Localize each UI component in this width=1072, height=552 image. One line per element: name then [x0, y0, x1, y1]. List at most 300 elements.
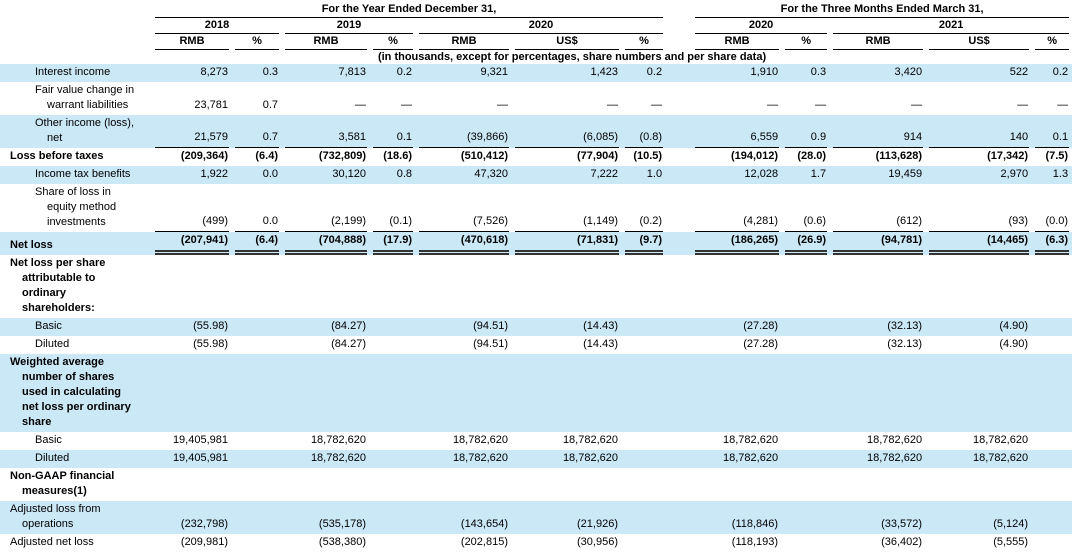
column-gap — [666, 34, 692, 50]
value-cell — [782, 64, 830, 82]
value-cell — [152, 82, 232, 115]
header-spacer — [0, 34, 152, 50]
value-cell — [416, 232, 512, 255]
value-cell — [232, 501, 282, 534]
value-cell — [782, 255, 830, 318]
value-cell — [622, 255, 666, 318]
value-cell — [926, 82, 1032, 115]
value-cell — [512, 450, 622, 468]
cell-value: (32.13) — [887, 320, 923, 332]
cell-value: 12,028 — [744, 168, 779, 180]
value-cell — [512, 82, 622, 115]
value-cell — [782, 468, 830, 501]
cell-value: (499) — [155, 213, 229, 232]
cell-value: — — [497, 99, 508, 111]
table-row — [0, 318, 1072, 336]
row-label-line: Loss before taxes — [10, 150, 104, 162]
row-label-line: used in calculating — [22, 386, 122, 398]
value-cell — [692, 354, 782, 432]
value-cell — [622, 432, 666, 450]
value-cell — [622, 450, 666, 468]
value-cell — [282, 115, 370, 148]
value-cell — [152, 255, 232, 318]
value-cell — [416, 468, 512, 501]
cell-value: 9,321 — [480, 66, 508, 78]
value-cell — [370, 432, 416, 450]
value-cell — [232, 148, 282, 166]
cell-value: (207,941) — [155, 232, 229, 255]
cell-value: 0.2 — [396, 66, 412, 78]
value-cell — [830, 468, 926, 501]
cell-value: (0.1) — [373, 213, 413, 232]
row-label-line: Adjusted net loss — [10, 536, 94, 548]
cell-value: 8,273 — [200, 66, 228, 78]
table-row — [0, 232, 1072, 255]
value-cell — [692, 64, 782, 82]
value-cell — [416, 336, 512, 354]
row-label-line: attributable to — [22, 272, 96, 284]
value-cell — [1032, 354, 1072, 432]
cell-value: 0.2 — [646, 66, 663, 78]
column-gap — [666, 450, 692, 468]
row-label-line: Adjusted loss from — [10, 503, 101, 515]
value-cell — [926, 432, 1032, 450]
value-cell — [926, 318, 1032, 336]
table-row — [0, 501, 1072, 534]
cell-value: (209,364) — [180, 150, 228, 162]
currency-header: RMB — [416, 34, 512, 50]
cell-value: 140 — [929, 129, 1029, 148]
cell-value: 19,405,981 — [172, 434, 228, 446]
value-cell — [416, 64, 512, 82]
value-cell — [830, 318, 926, 336]
cell-value: 18,782,620 — [867, 452, 923, 464]
value-cell — [370, 148, 416, 166]
cell-value: — — [815, 99, 827, 111]
value-cell — [370, 468, 416, 501]
value-cell — [282, 166, 370, 184]
value-cell — [416, 354, 512, 432]
value-cell — [926, 64, 1032, 82]
value-cell — [782, 184, 830, 232]
cell-value: (14.43) — [583, 320, 618, 332]
value-cell — [416, 82, 512, 115]
currency-header: US$ — [926, 34, 1032, 50]
cell-value: (0.6) — [785, 213, 827, 232]
value-cell — [512, 501, 622, 534]
cell-value: (27.28) — [743, 338, 779, 350]
value-cell — [830, 534, 926, 552]
row-label — [0, 501, 152, 534]
value-cell — [152, 501, 232, 534]
cell-value: — — [607, 99, 618, 111]
value-cell — [152, 148, 232, 166]
table-row — [0, 336, 1072, 354]
value-cell — [370, 115, 416, 148]
cell-value: (94.51) — [473, 320, 508, 332]
row-label — [0, 115, 152, 148]
cell-value: (94.51) — [473, 338, 508, 350]
value-cell — [1032, 82, 1072, 115]
row-label-line: number of shares — [22, 371, 115, 383]
value-cell — [152, 184, 232, 232]
quarter-group-title: For the Three Months Ended March 31, — [695, 2, 1069, 18]
row-label-line: Interest income — [35, 66, 111, 78]
value-cell — [692, 336, 782, 354]
row-label-line: net — [47, 132, 63, 144]
header-spacer — [0, 50, 152, 64]
value-cell — [926, 184, 1032, 232]
cell-value: 0.3 — [810, 66, 827, 78]
currency-header: RMB — [830, 34, 926, 50]
row-label-line: Non-GAAP financial — [10, 470, 115, 482]
value-cell — [282, 354, 370, 432]
value-cell — [512, 115, 622, 148]
table-row — [0, 468, 1072, 501]
value-cell — [282, 184, 370, 232]
cell-value: 30,120 — [332, 168, 366, 180]
cell-value: (704,888) — [285, 232, 367, 255]
value-cell — [512, 534, 622, 552]
table-row — [0, 166, 1072, 184]
cell-value: 1.0 — [646, 168, 663, 180]
cell-value: 18,782,620 — [867, 434, 923, 446]
cell-value: (5,124) — [993, 518, 1029, 530]
cell-value: (186,265) — [695, 232, 779, 255]
row-label-line: measures(1) — [22, 485, 87, 497]
cell-value: (2,199) — [285, 213, 367, 232]
value-cell — [830, 450, 926, 468]
cell-value: (39,866) — [419, 129, 509, 148]
row-label — [0, 184, 152, 232]
value-cell — [232, 82, 282, 115]
column-gap — [666, 115, 692, 148]
cell-value: (77,904) — [577, 150, 618, 162]
value-cell — [152, 64, 232, 82]
cell-value: (17,342) — [987, 150, 1029, 162]
row-label — [0, 534, 152, 552]
value-cell — [830, 501, 926, 534]
row-label-line: Basic — [35, 434, 62, 446]
value-cell — [782, 534, 830, 552]
cell-value: 0.1 — [373, 129, 413, 148]
cell-value: 18,782,620 — [723, 434, 779, 446]
row-label-line: Diluted — [35, 452, 70, 464]
cell-value: (30,956) — [577, 536, 618, 548]
cell-value: 47,320 — [474, 168, 508, 180]
row-label-line: investments — [47, 216, 106, 228]
value-cell — [370, 166, 416, 184]
cell-value: 522 — [1009, 66, 1029, 78]
table-row — [0, 354, 1072, 432]
column-gap — [666, 432, 692, 450]
value-cell — [232, 450, 282, 468]
value-cell — [232, 166, 282, 184]
table-row — [0, 255, 1072, 318]
value-cell — [782, 450, 830, 468]
cell-value: (55.98) — [193, 338, 228, 350]
value-cell — [282, 232, 370, 255]
cell-value: (4,281) — [695, 213, 779, 232]
header-spacer — [0, 2, 152, 18]
row-label-line: ordinary — [22, 287, 67, 299]
cell-value: (538,380) — [318, 536, 366, 548]
currency-header: % — [370, 34, 416, 50]
currency-header: RMB — [152, 34, 232, 50]
table-header — [0, 2, 1072, 64]
column-gap — [666, 148, 692, 166]
cell-value: (14,465) — [929, 232, 1029, 255]
value-cell — [1032, 450, 1072, 468]
cell-value: (21,926) — [577, 518, 618, 530]
cell-value: 18,782,620 — [973, 452, 1029, 464]
cell-value: 18,782,620 — [310, 434, 366, 446]
value-cell — [416, 501, 512, 534]
value-cell — [782, 166, 830, 184]
value-cell — [232, 255, 282, 318]
value-cell — [926, 468, 1032, 501]
cell-value: 18,782,620 — [562, 434, 618, 446]
column-gap — [666, 354, 692, 432]
value-cell — [830, 115, 926, 148]
value-cell — [926, 336, 1032, 354]
cell-value: (9.7) — [625, 232, 663, 255]
cell-value: 914 — [833, 129, 923, 148]
value-cell — [152, 336, 232, 354]
value-cell — [416, 148, 512, 166]
cell-value: 19,459 — [888, 168, 923, 180]
row-label-line: warrant liabilities — [47, 99, 129, 111]
column-gap — [666, 18, 692, 34]
column-gap — [666, 501, 692, 534]
cell-value: (6.4) — [235, 232, 279, 255]
cell-value: (84.27) — [331, 320, 366, 332]
value-cell — [830, 148, 926, 166]
row-label-line: Basic — [35, 320, 62, 332]
table-row — [0, 148, 1072, 166]
cell-value: (14.43) — [583, 338, 618, 350]
value-cell — [370, 501, 416, 534]
cell-value: 0.3 — [262, 66, 278, 78]
units-note: (in thousands, except for percentages, share numbers and per share data) — [377, 51, 767, 63]
value-cell — [232, 354, 282, 432]
cell-value: (612) — [833, 213, 923, 232]
value-cell — [830, 336, 926, 354]
column-gap — [666, 64, 692, 82]
table-row — [0, 534, 1072, 552]
value-cell — [692, 534, 782, 552]
value-cell — [622, 115, 666, 148]
value-cell — [692, 82, 782, 115]
value-cell — [416, 450, 512, 468]
cell-value: (10.5) — [633, 150, 663, 162]
value-cell — [622, 336, 666, 354]
value-cell — [830, 82, 926, 115]
cell-value: (28.0) — [797, 150, 827, 162]
cell-value: (17.9) — [373, 232, 413, 255]
cell-value: (71,831) — [515, 232, 619, 255]
value-cell — [830, 64, 926, 82]
value-cell — [926, 534, 1032, 552]
cell-value: 0.8 — [396, 168, 412, 180]
table-row — [0, 432, 1072, 450]
value-cell — [830, 166, 926, 184]
value-cell — [416, 255, 512, 318]
header-note-row — [0, 50, 1072, 64]
value-cell — [512, 166, 622, 184]
value-cell — [512, 232, 622, 255]
cell-value: 7,813 — [338, 66, 366, 78]
cell-value: — — [401, 99, 412, 111]
value-cell — [512, 318, 622, 336]
value-cell — [830, 232, 926, 255]
cell-value: 1.3 — [1052, 168, 1069, 180]
cell-value: 0.0 — [262, 168, 278, 180]
value-cell — [370, 318, 416, 336]
cell-value: 3,581 — [285, 129, 367, 148]
cell-value: (118,193) — [731, 536, 779, 548]
header-currency-row — [0, 34, 1072, 50]
cell-value: 0.7 — [235, 129, 279, 148]
header-year-row — [0, 18, 1072, 34]
value-cell — [416, 166, 512, 184]
value-cell — [416, 432, 512, 450]
value-cell — [282, 450, 370, 468]
year-header-2020: 2020 — [416, 18, 666, 34]
cell-value: (113,628) — [875, 150, 923, 162]
value-cell — [370, 336, 416, 354]
value-cell — [282, 255, 370, 318]
value-cell — [1032, 255, 1072, 318]
value-cell — [152, 232, 232, 255]
value-cell — [926, 255, 1032, 318]
cell-value: 0.7 — [262, 99, 278, 111]
value-cell — [1032, 318, 1072, 336]
value-cell — [416, 318, 512, 336]
value-cell — [232, 468, 282, 501]
year-group-title: For the Year Ended December 31, — [155, 2, 663, 18]
value-cell — [282, 501, 370, 534]
cell-value: (118,846) — [731, 518, 779, 530]
financial-table — [0, 2, 1072, 552]
cell-value: (202,815) — [460, 536, 508, 548]
quarter-header-2021: 2021 — [830, 18, 1072, 34]
cell-value: 1.7 — [810, 168, 827, 180]
cell-value: (27.28) — [743, 320, 779, 332]
cell-value: (510,412) — [460, 150, 508, 162]
cell-value: 0.0 — [235, 213, 279, 232]
cell-value: (4.90) — [999, 320, 1029, 332]
column-gap — [666, 318, 692, 336]
value-cell — [232, 232, 282, 255]
value-cell — [692, 468, 782, 501]
cell-value: (7,526) — [419, 213, 509, 232]
cell-value: (535,178) — [318, 518, 366, 530]
row-label — [0, 336, 152, 354]
year-header-2018: 2018 — [152, 18, 282, 34]
row-label-line: Net loss per share — [10, 257, 106, 269]
value-cell — [830, 184, 926, 232]
value-cell — [370, 232, 416, 255]
row-label — [0, 166, 152, 184]
cell-value: 0.2 — [1052, 66, 1069, 78]
value-cell — [1032, 148, 1072, 166]
value-cell — [622, 184, 666, 232]
cell-value: 1,910 — [750, 66, 779, 78]
quarter-group-header — [692, 2, 1072, 18]
cell-value: 18,782,620 — [452, 452, 508, 464]
cell-value: 0.9 — [785, 129, 827, 148]
value-cell — [622, 232, 666, 255]
value-cell — [282, 148, 370, 166]
cell-value: 0.1 — [1035, 129, 1069, 148]
cell-value: (7.5) — [1045, 150, 1069, 162]
value-cell — [232, 115, 282, 148]
cell-value: 18,782,620 — [562, 452, 618, 464]
row-label-line: shareholders: — [22, 302, 95, 314]
value-cell — [622, 534, 666, 552]
cell-value: (0.8) — [625, 129, 663, 148]
cell-value: (0.2) — [625, 213, 663, 232]
cell-value: (0.0) — [1035, 213, 1069, 232]
value-cell — [692, 501, 782, 534]
cell-value: (55.98) — [193, 320, 228, 332]
value-cell — [692, 232, 782, 255]
value-cell — [282, 64, 370, 82]
value-cell — [370, 64, 416, 82]
value-cell — [370, 534, 416, 552]
value-cell — [416, 534, 512, 552]
value-cell — [370, 255, 416, 318]
value-cell — [782, 232, 830, 255]
value-cell — [1032, 115, 1072, 148]
cell-value: (18.6) — [383, 150, 412, 162]
cell-value: (209,981) — [180, 536, 228, 548]
value-cell — [782, 501, 830, 534]
currency-header: RMB — [282, 34, 370, 50]
value-cell — [370, 450, 416, 468]
cell-value: 18,782,620 — [310, 452, 366, 464]
value-cell — [232, 336, 282, 354]
cell-value: 21,579 — [155, 129, 229, 148]
value-cell — [692, 318, 782, 336]
value-cell — [512, 336, 622, 354]
value-cell — [926, 450, 1032, 468]
table-row — [0, 184, 1072, 232]
currency-header: US$ — [512, 34, 622, 50]
value-cell — [512, 148, 622, 166]
column-gap — [666, 232, 692, 255]
cell-value: — — [355, 99, 366, 111]
row-label — [0, 148, 152, 166]
row-label-line: Share of loss in — [35, 186, 111, 198]
cell-value: (32.13) — [887, 338, 923, 350]
column-gap — [666, 255, 692, 318]
value-cell — [1032, 534, 1072, 552]
row-label-line: Fair value change in — [35, 84, 135, 96]
column-gap — [666, 184, 692, 232]
header-spacer — [0, 18, 152, 34]
value-cell — [370, 184, 416, 232]
value-cell — [152, 166, 232, 184]
value-cell — [692, 255, 782, 318]
row-label — [0, 354, 152, 432]
value-cell — [1032, 501, 1072, 534]
value-cell — [622, 148, 666, 166]
column-gap — [666, 166, 692, 184]
row-label-line: operations — [22, 518, 74, 530]
cell-value: (194,012) — [730, 150, 779, 162]
